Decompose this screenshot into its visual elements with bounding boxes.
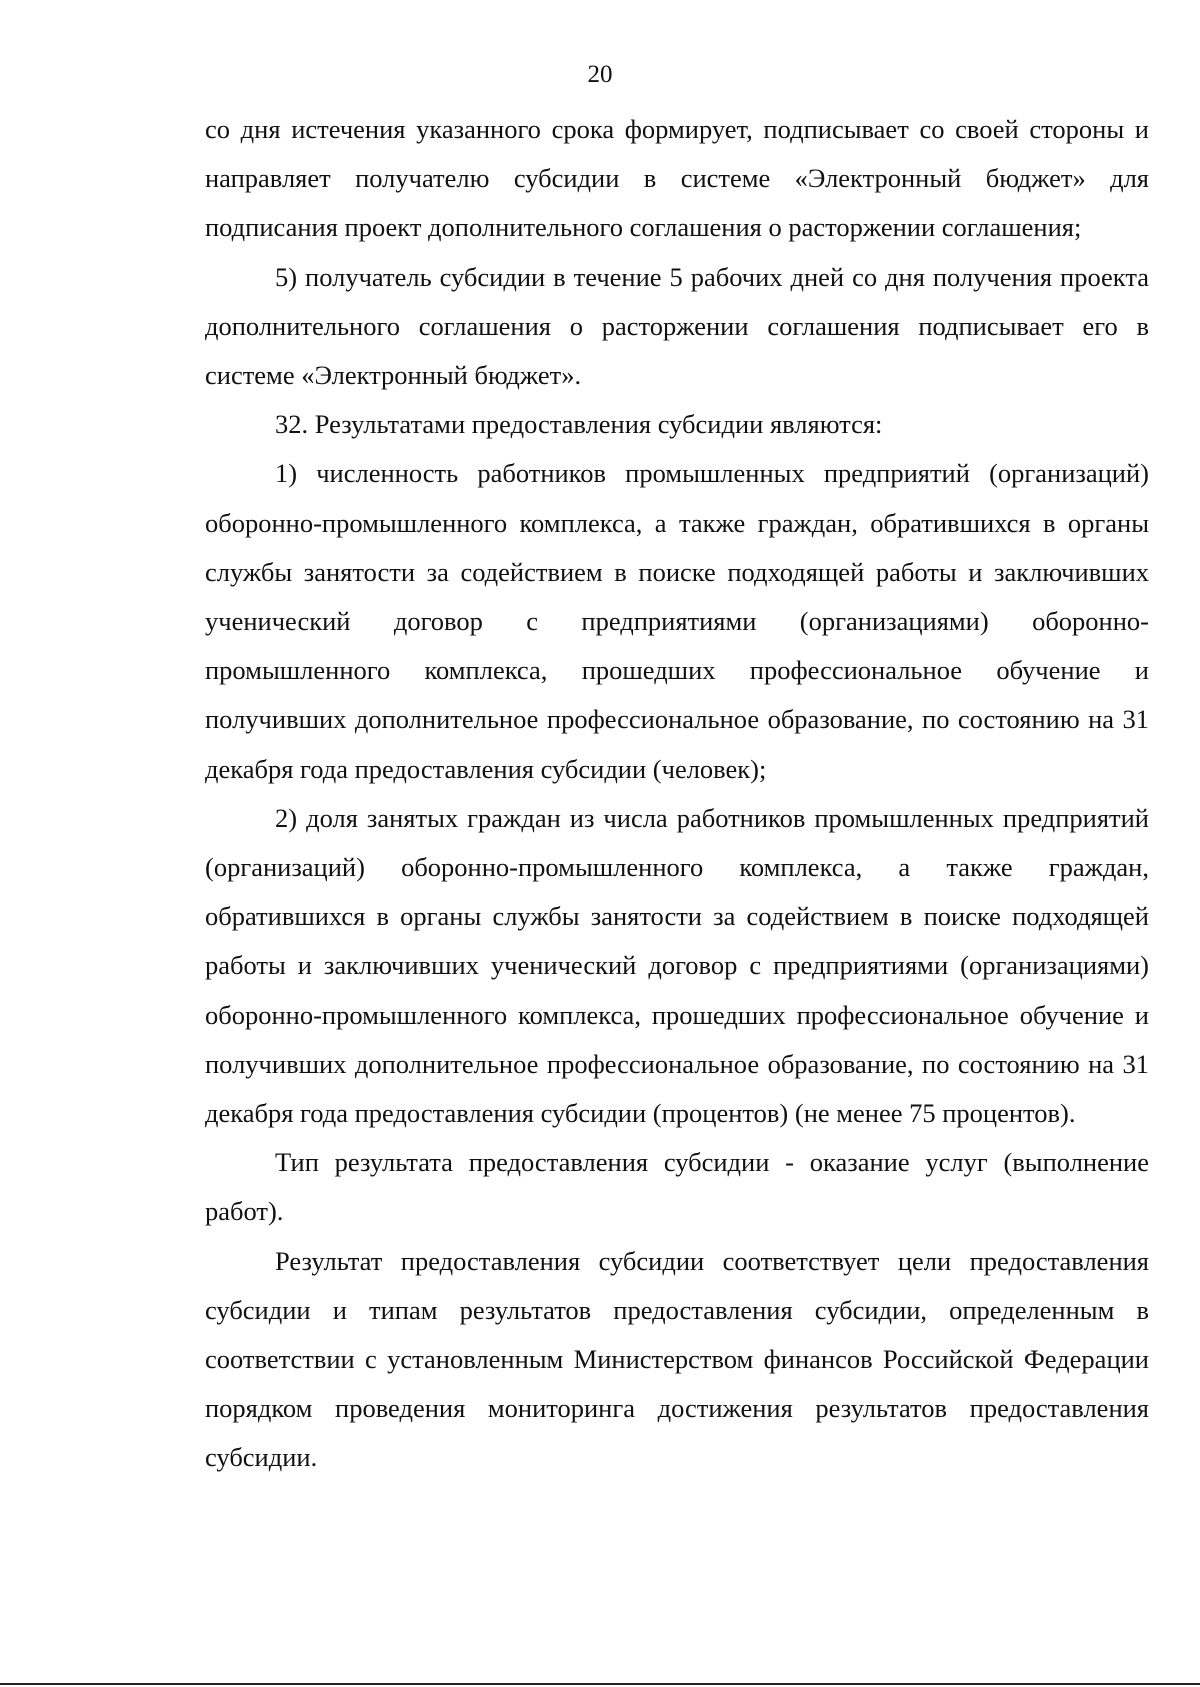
paragraph-result-type: Тип результата предоставления субсидии - оказание услуг (выполнение работ). [205, 1147, 1149, 1227]
bottom-rule [0, 1683, 1200, 1685]
paragraph-section-32: 32. Результатами предоставления субсидии являются: [275, 409, 883, 440]
paragraph-result-conformity: Результат предоставления субсидии соответствует цели предоставления субсидии и типам результатов предоставления субсидии, определенным в соответствии с установленным Министерством финансов Российской Федерации порядком проведения мониторинга достижения результатов предоставления субсидии. [205, 1245, 1149, 1473]
paragraph-item-5: 5) получатель субсидии в течение 5 рабочих дней со дня получения проекта дополнительного соглашения о расторжении соглашения подписывает его в системе «Электронный бюджет». [205, 261, 1149, 391]
paragraph-result-2: 2) доля занятых граждан из числа работников промышленных предприятий (организаций) оборонно-промышленного комплекса, а также граждан, обратившихся в органы службы занятости за содействием в поиске подходящей работы и заключивших ученический договор с предприятиями (организациями) оборонно-промышленного комплекса, прошедших профессиональное обучение и получивших дополнительное профессиональное образование, по состоянию на 31 декабря года предоставления субсидии (процентов) (не менее 75 процентов). [205, 802, 1149, 1129]
page-number: 20 [587, 61, 613, 88]
paragraph-result-1: 1) численность работников промышленных предприятий (организаций) оборонно-промышленного комплекса, а также граждан, обратившихся в органы службы занятости за содействием в поиске подходящей работы и заключивших ученический договор с предприятиями (организациями) оборонно-промышленного комплекса, прошедших профессиональное обучение и получивших дополнительное профессиональное образование, по состоянию на 31 декабря года предоставления субсидии (человек); [205, 458, 1149, 784]
document-body [205, 105, 1149, 1483]
paragraph-continuation: со дня истечения указанного срока формирует, подписывает со своей стороны и направляет получателю субсидии в системе «Электронный бюджет» для подписания проект дополнительного соглашения о расторжении соглашения; [205, 114, 1149, 243]
